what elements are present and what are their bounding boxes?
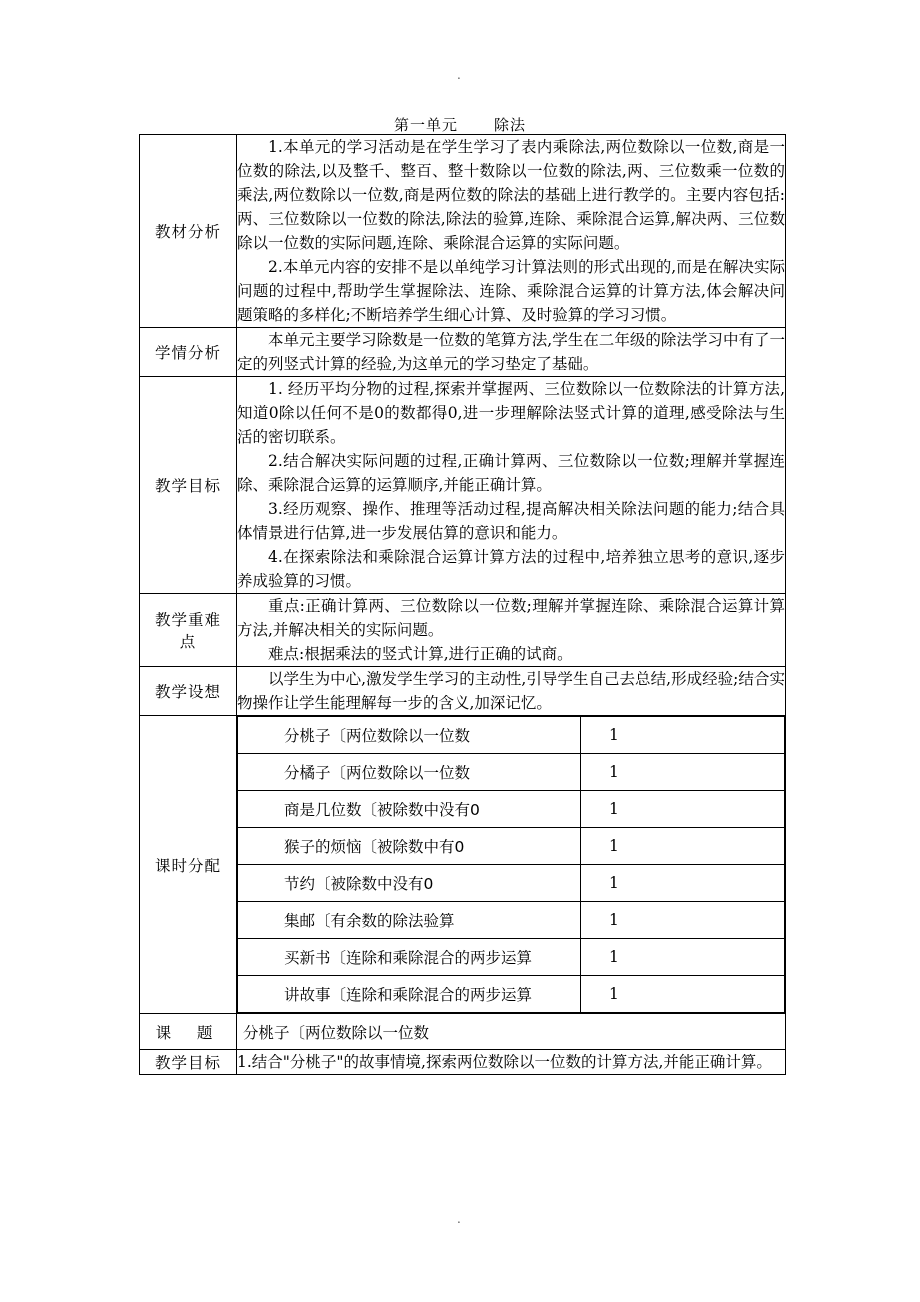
goal-paragraph-4: 4.在探索除法和乘除混合运算计算方法的过程中,培养独立思考的意识,逐步养成验算的习惯。 xyxy=(237,548,785,590)
design-paragraph-1: 以学生为中心,激发学生学习的主动性,引导学生自己去总结,形成经验;结合实物操作让学生能理解每一步的含义,加深记忆。 xyxy=(237,670,785,712)
goal-paragraph-1: 1. 经历平均分物的过程,探索并掌握两、三位数除以一位数除法的计算方法,知道0除以任何不是0的数都得0,进一步理解除法竖式计算的道理,感受除法与生活的密切联系。 xyxy=(237,380,785,446)
lesson-topic-value: 分桃子〔两位数除以一位数 xyxy=(243,1023,430,1042)
allocation-hours: 1 xyxy=(581,976,785,1013)
student-analysis-label: 学情分析 xyxy=(140,328,237,377)
table-row xyxy=(238,754,785,791)
lesson-goals-label: 教学目标 xyxy=(140,1050,237,1075)
allocation-lesson: 分橘子〔两位数除以一位数 xyxy=(238,754,581,791)
lesson-goals-row xyxy=(140,1050,786,1075)
student-paragraph-1: 本单元主要学习除数是一位数的笔算方法,学生在二年级的除法学习中有了一定的列竖式计算的经验,为这单元的学习垫定了基础。 xyxy=(237,331,785,373)
footer-dot: . xyxy=(457,1212,461,1226)
key-points-label-line1: 教学重难 xyxy=(154,611,221,629)
textbook-paragraph-1: 1.本单元的学习活动是在学生学习了表内乘除法,两位数除以一位数,商是一位数的除法,以及整千、整百、整十数除以一位数的除法,两、三位数乘一位数的乘法,两位数除以一位数,商是两位数的除法的基础上进行教学的。主要内容包括:两、三位数除以一位数的除法,除法的验算,连除、乘除混合运算,解决两、三位数除以一位数的实际问题,连除、乘除混合运算的实际问题。 xyxy=(237,138,785,252)
allocation-lesson: 讲故事〔连除和乘除混合的两步运算 xyxy=(238,976,581,1013)
lesson-topic-content xyxy=(237,1014,786,1050)
class-allocation-content xyxy=(237,716,786,1014)
header-dot: . xyxy=(457,68,461,82)
allocation-lesson: 集邮〔有余数的除法验算 xyxy=(238,902,581,939)
table-row xyxy=(238,791,785,828)
unit-name: 第一单元 xyxy=(393,116,458,134)
table-row xyxy=(238,902,785,939)
lesson-goal-paragraph: 1.结合"分桃子"的故事情境,探索两位数除以一位数的计算方法,并能正确计算。 xyxy=(237,1053,772,1071)
goal-paragraph-3: 3.经历观察、操作、推理等活动过程,提高解决相关除法问题的能力;结合具体情景进行估算,进一步发展估算的意识和能力。 xyxy=(237,500,785,542)
table-row xyxy=(238,976,785,1013)
teaching-design-label: 教学设想 xyxy=(140,667,237,716)
goal-paragraph-2: 2.结合解决实际问题的过程,正确计算两、三位数除以一位数;理解并掌握连除、乘除混合运算的运算顺序,并能正确计算。 xyxy=(237,452,785,494)
allocation-lesson: 商是几位数〔被除数中没有0 xyxy=(238,791,581,828)
teaching-design-row xyxy=(140,667,786,716)
allocation-hours: 1 xyxy=(581,902,785,939)
page-title xyxy=(0,114,920,135)
allocation-lesson: 节约〔被除数中没有0 xyxy=(238,865,581,902)
textbook-paragraph-2: 2.本单元内容的安排不是以单纯学习计算法则的形式出现的,而是在解决实际问题的过程中,帮助学生掌握除法、连除、乘除混合运算的计算方法,体会解决问题策略的多样化;不断培养学生细心计算、及时验算的学习习惯。 xyxy=(237,258,785,324)
allocation-hours: 1 xyxy=(581,828,785,865)
student-analysis-row xyxy=(140,328,786,377)
textbook-analysis-content xyxy=(237,135,786,328)
allocation-table xyxy=(237,716,785,1013)
table-row xyxy=(238,865,785,902)
unit-topic: 除法 xyxy=(494,116,527,134)
teaching-goals-content xyxy=(237,377,786,594)
class-allocation-row xyxy=(140,716,786,1014)
allocation-hours: 1 xyxy=(581,939,785,976)
allocation-hours: 1 xyxy=(581,754,785,791)
allocation-hours: 1 xyxy=(581,791,785,828)
key-points-row xyxy=(140,594,786,667)
table-row xyxy=(238,828,785,865)
key-point-paragraph: 重点:正确计算两、三位数除以一位数;理解并掌握连除、乘除混合运算计算方法,并解决相关的实际问题。 xyxy=(237,597,785,639)
difficult-point-paragraph: 难点:根据乘法的竖式计算,进行正确的试商。 xyxy=(268,645,573,663)
key-points-label xyxy=(140,594,237,667)
allocation-lesson: 猴子的烦恼〔被除数中有0 xyxy=(238,828,581,865)
allocation-lesson: 买新书〔连除和乘除混合的两步运算 xyxy=(238,939,581,976)
allocation-hours: 1 xyxy=(581,717,785,754)
allocation-lesson: 分桃子〔两位数除以一位数 xyxy=(238,717,581,754)
table-row xyxy=(238,939,785,976)
student-analysis-content xyxy=(237,328,786,377)
textbook-analysis-label: 教材分析 xyxy=(140,135,237,328)
key-points-content xyxy=(237,594,786,667)
key-points-label-line2: 点 xyxy=(179,633,197,651)
allocation-hours: 1 xyxy=(581,865,785,902)
lesson-topic-row xyxy=(140,1014,786,1050)
teaching-goals-row xyxy=(140,377,786,594)
textbook-analysis-row xyxy=(140,135,786,328)
lesson-topic-label-b: 题 xyxy=(196,1023,221,1042)
class-allocation-label: 课时分配 xyxy=(140,716,237,1014)
teaching-goals-label: 教学目标 xyxy=(140,377,237,594)
lesson-goals-content xyxy=(237,1050,786,1075)
table-row xyxy=(238,717,785,754)
lesson-topic-label-a: 课 xyxy=(155,1023,180,1042)
teaching-design-content xyxy=(237,667,786,716)
lesson-topic-label xyxy=(140,1014,237,1050)
lesson-plan-table xyxy=(139,134,786,1075)
